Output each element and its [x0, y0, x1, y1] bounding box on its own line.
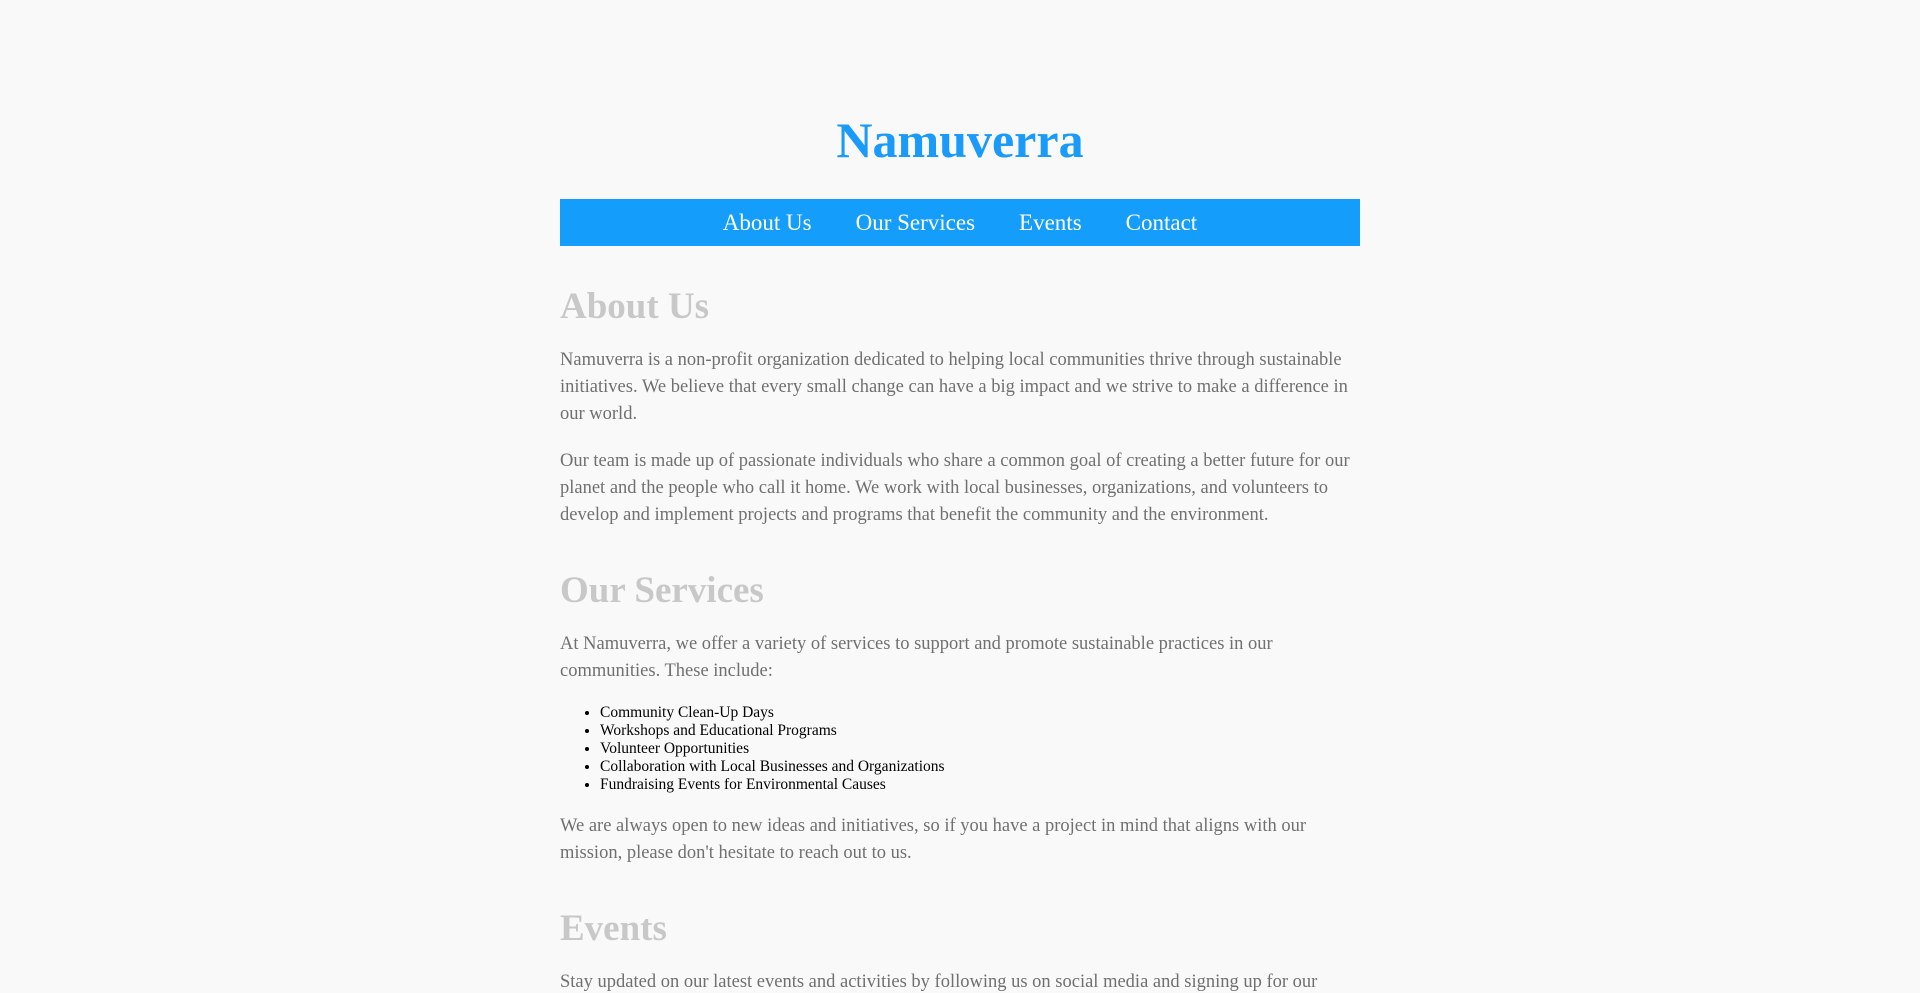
list-item: • Collaboration with Local Businesses and Organizations: [600, 758, 945, 776]
main-nav: [560, 199, 1360, 246]
list-item: • Fundraising Events for Environmental Causes: [600, 776, 945, 794]
nav-item-events[interactable]: Events: [1019, 209, 1082, 235]
list-item: • Community Clean-Up Days: [600, 704, 945, 722]
about-paragraph-2: Our team is made up of passionate individuals who share a common goal of creating a better future for our planet and the people who call it home. We work with local businesses, organizations, and volunteers to develop and implement projects and programs that benefit the community and the environment.: [560, 451, 1350, 525]
about-paragraph-1: Namuverra is a non-profit organization dedicated to helping local communities thrive through sustainable initiatives. We believe that every small change can have a big impact and we strive to make a difference in our world.: [560, 350, 1348, 424]
list-item: • Workshops and Educational Programs: [600, 722, 945, 740]
list-item: • Volunteer Opportunities: [600, 740, 945, 758]
services-heading: Our Services: [560, 570, 764, 611]
services-intro: At Namuverra, we offer a variety of services to support and promote sustainable practices in our communities. These include:: [560, 634, 1273, 681]
nav-item-contact[interactable]: Contact: [1125, 209, 1198, 235]
services-outro: We are always open to new ideas and initiatives, so if you have a project in mind that aligns with our mission, please don't hesitate to reach out to us.: [560, 816, 1307, 863]
events-intro: Stay updated on our latest events and activities by following us on social media and signing up for our: [560, 972, 1318, 992]
about-heading: About Us: [560, 286, 710, 327]
services-list: [560, 704, 945, 794]
events-heading: Events: [560, 908, 667, 949]
site-title: Namuverra: [836, 112, 1084, 168]
nav-item-about-us[interactable]: About Us: [722, 209, 812, 235]
nav-item-our-services[interactable]: Our Services: [855, 209, 976, 235]
